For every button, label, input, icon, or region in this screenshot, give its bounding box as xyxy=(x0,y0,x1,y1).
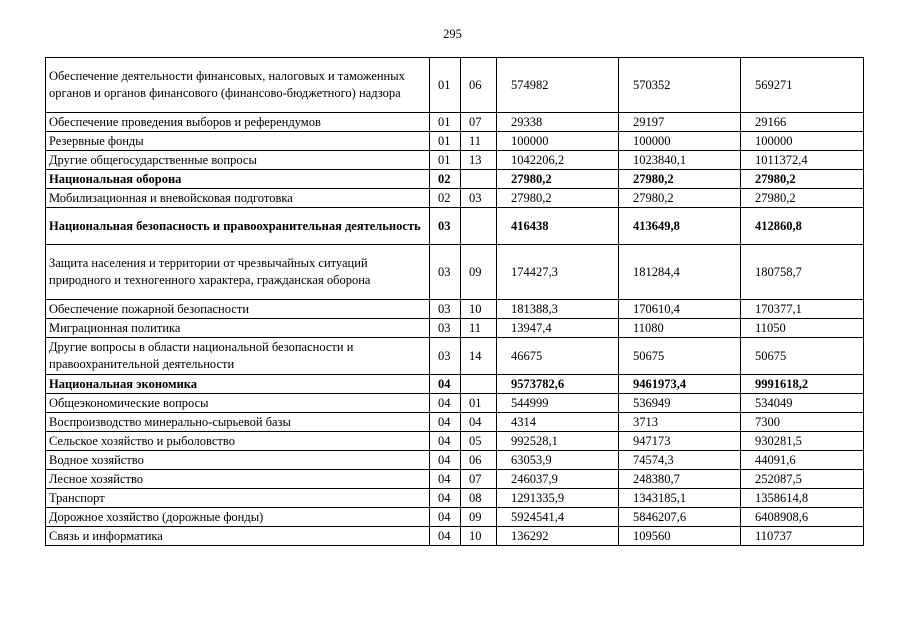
value-year1-cell: 136292 xyxy=(497,527,619,546)
value-year2-cell: 11080 xyxy=(619,319,741,338)
table-row xyxy=(46,189,864,208)
table-row xyxy=(46,170,864,189)
subsection-code-cell: 09 xyxy=(461,245,497,300)
table-row xyxy=(46,151,864,170)
page-number: 295 xyxy=(443,27,462,41)
value-year2-cell: 181284,4 xyxy=(619,245,741,300)
section-code-cell: 03 xyxy=(430,208,461,245)
item-name-cell: Другие вопросы в области национальной безопасности и правоохранительной деятельности xyxy=(46,338,430,375)
subsection-code-cell: 06 xyxy=(461,58,497,113)
table-row xyxy=(46,300,864,319)
value-year1-cell: 4314 xyxy=(497,413,619,432)
value-year1-cell: 63053,9 xyxy=(497,451,619,470)
item-name-cell: Национальная оборона xyxy=(46,170,430,189)
subsection-code-cell: 14 xyxy=(461,338,497,375)
subsection-code-cell: 10 xyxy=(461,300,497,319)
value-year2-cell: 947173 xyxy=(619,432,741,451)
section-code-cell: 03 xyxy=(430,245,461,300)
subsection-code-cell: 10 xyxy=(461,527,497,546)
table-row xyxy=(46,489,864,508)
value-year2-cell: 109560 xyxy=(619,527,741,546)
value-year1-cell: 27980,2 xyxy=(497,189,619,208)
subsection-code-cell xyxy=(461,208,497,245)
section-code-cell: 04 xyxy=(430,413,461,432)
value-year1-cell: 29338 xyxy=(497,113,619,132)
table-row xyxy=(46,508,864,527)
value-year2-cell: 27980,2 xyxy=(619,170,741,189)
section-code-cell: 04 xyxy=(430,432,461,451)
table-row xyxy=(46,432,864,451)
item-name-cell: Защита населения и территории от чрезвычайных ситуаций природного и техногенного характера, гражданская оборона xyxy=(46,245,430,300)
value-year1-cell: 181388,3 xyxy=(497,300,619,319)
value-year3-cell: 100000 xyxy=(741,132,864,151)
table-row xyxy=(46,527,864,546)
section-code-cell: 01 xyxy=(430,132,461,151)
section-code-cell: 03 xyxy=(430,300,461,319)
value-year1-cell: 46675 xyxy=(497,338,619,375)
subsection-code-cell xyxy=(461,170,497,189)
item-name-cell: Водное хозяйство xyxy=(46,451,430,470)
value-year2-cell: 74574,3 xyxy=(619,451,741,470)
value-year2-cell: 9461973,4 xyxy=(619,375,741,394)
value-year3-cell: 11050 xyxy=(741,319,864,338)
item-name-cell: Национальная безопасность и правоохранительная деятельность xyxy=(46,208,430,245)
value-year3-cell: 27980,2 xyxy=(741,170,864,189)
subsection-code-cell: 08 xyxy=(461,489,497,508)
section-code-cell: 04 xyxy=(430,527,461,546)
table-row xyxy=(46,375,864,394)
value-year2-cell: 29197 xyxy=(619,113,741,132)
value-year3-cell: 29166 xyxy=(741,113,864,132)
value-year3-cell: 412860,8 xyxy=(741,208,864,245)
subsection-code-cell: 13 xyxy=(461,151,497,170)
table-row xyxy=(46,245,864,300)
value-year3-cell: 9991618,2 xyxy=(741,375,864,394)
section-code-cell: 04 xyxy=(430,470,461,489)
item-name-cell: Другие общегосударственные вопросы xyxy=(46,151,430,170)
value-year2-cell: 170610,4 xyxy=(619,300,741,319)
value-year3-cell: 1358614,8 xyxy=(741,489,864,508)
table-row xyxy=(46,208,864,245)
value-year1-cell: 9573782,6 xyxy=(497,375,619,394)
value-year2-cell: 1343185,1 xyxy=(619,489,741,508)
value-year1-cell: 100000 xyxy=(497,132,619,151)
value-year1-cell: 992528,1 xyxy=(497,432,619,451)
subsection-code-cell: 11 xyxy=(461,319,497,338)
section-code-cell: 04 xyxy=(430,394,461,413)
value-year2-cell: 536949 xyxy=(619,394,741,413)
table-row xyxy=(46,394,864,413)
section-code-cell: 02 xyxy=(430,170,461,189)
value-year3-cell: 170377,1 xyxy=(741,300,864,319)
item-name-cell: Воспроизводство минерально-сырьевой базы xyxy=(46,413,430,432)
item-name-cell: Общеэкономические вопросы xyxy=(46,394,430,413)
item-name-cell: Обеспечение пожарной безопасности xyxy=(46,300,430,319)
table-row xyxy=(46,470,864,489)
section-code-cell: 04 xyxy=(430,451,461,470)
item-name-cell: Резервные фонды xyxy=(46,132,430,151)
value-year2-cell: 50675 xyxy=(619,338,741,375)
value-year1-cell: 1291335,9 xyxy=(497,489,619,508)
table-row xyxy=(46,113,864,132)
value-year3-cell: 569271 xyxy=(741,58,864,113)
subsection-code-cell: 03 xyxy=(461,189,497,208)
value-year1-cell: 574982 xyxy=(497,58,619,113)
value-year2-cell: 3713 xyxy=(619,413,741,432)
item-name-cell: Обеспечение деятельности финансовых, налоговых и таможенных органов и органов финансового (финансово-бюджетного) надзора xyxy=(46,58,430,113)
item-name-cell: Обеспечение проведения выборов и референдумов xyxy=(46,113,430,132)
table-row xyxy=(46,413,864,432)
section-code-cell: 01 xyxy=(430,58,461,113)
item-name-cell: Транспорт xyxy=(46,489,430,508)
item-name-cell: Связь и информатика xyxy=(46,527,430,546)
subsection-code-cell: 05 xyxy=(461,432,497,451)
value-year2-cell: 413649,8 xyxy=(619,208,741,245)
section-code-cell: 04 xyxy=(430,375,461,394)
value-year3-cell: 7300 xyxy=(741,413,864,432)
value-year1-cell: 1042206,2 xyxy=(497,151,619,170)
item-name-cell: Мобилизационная и вневойсковая подготовка xyxy=(46,189,430,208)
table-row xyxy=(46,319,864,338)
value-year2-cell: 5846207,6 xyxy=(619,508,741,527)
value-year3-cell: 930281,5 xyxy=(741,432,864,451)
table-row xyxy=(46,451,864,470)
value-year3-cell: 534049 xyxy=(741,394,864,413)
value-year2-cell: 27980,2 xyxy=(619,189,741,208)
value-year1-cell: 544999 xyxy=(497,394,619,413)
value-year3-cell: 44091,6 xyxy=(741,451,864,470)
subsection-code-cell: 07 xyxy=(461,470,497,489)
value-year2-cell: 1023840,1 xyxy=(619,151,741,170)
item-name-cell: Дорожное хозяйство (дорожные фонды) xyxy=(46,508,430,527)
item-name-cell: Миграционная политика xyxy=(46,319,430,338)
table-row xyxy=(46,338,864,375)
subsection-code-cell: 11 xyxy=(461,132,497,151)
section-code-cell: 04 xyxy=(430,489,461,508)
value-year1-cell: 5924541,4 xyxy=(497,508,619,527)
value-year2-cell: 248380,7 xyxy=(619,470,741,489)
budget-table-body xyxy=(46,58,864,546)
value-year1-cell: 13947,4 xyxy=(497,319,619,338)
value-year2-cell: 570352 xyxy=(619,58,741,113)
value-year3-cell: 1011372,4 xyxy=(741,151,864,170)
value-year1-cell: 416438 xyxy=(497,208,619,245)
subsection-code-cell: 06 xyxy=(461,451,497,470)
table-row xyxy=(46,58,864,113)
value-year3-cell: 110737 xyxy=(741,527,864,546)
item-name-cell: Лесное хозяйство xyxy=(46,470,430,489)
section-code-cell: 03 xyxy=(430,319,461,338)
value-year1-cell: 27980,2 xyxy=(497,170,619,189)
section-code-cell: 01 xyxy=(430,113,461,132)
subsection-code-cell: 07 xyxy=(461,113,497,132)
item-name-cell: Национальная экономика xyxy=(46,375,430,394)
subsection-code-cell xyxy=(461,375,497,394)
value-year2-cell: 100000 xyxy=(619,132,741,151)
value-year3-cell: 27980,2 xyxy=(741,189,864,208)
section-code-cell: 01 xyxy=(430,151,461,170)
value-year3-cell: 252087,5 xyxy=(741,470,864,489)
subsection-code-cell: 01 xyxy=(461,394,497,413)
subsection-code-cell: 04 xyxy=(461,413,497,432)
section-code-cell: 03 xyxy=(430,338,461,375)
section-code-cell: 02 xyxy=(430,189,461,208)
value-year1-cell: 246037,9 xyxy=(497,470,619,489)
table-row xyxy=(46,132,864,151)
value-year3-cell: 6408908,6 xyxy=(741,508,864,527)
value-year3-cell: 50675 xyxy=(741,338,864,375)
value-year1-cell: 174427,3 xyxy=(497,245,619,300)
subsection-code-cell: 09 xyxy=(461,508,497,527)
item-name-cell: Сельское хозяйство и рыболовство xyxy=(46,432,430,451)
budget-table xyxy=(45,57,864,546)
section-code-cell: 04 xyxy=(430,508,461,527)
value-year3-cell: 180758,7 xyxy=(741,245,864,300)
